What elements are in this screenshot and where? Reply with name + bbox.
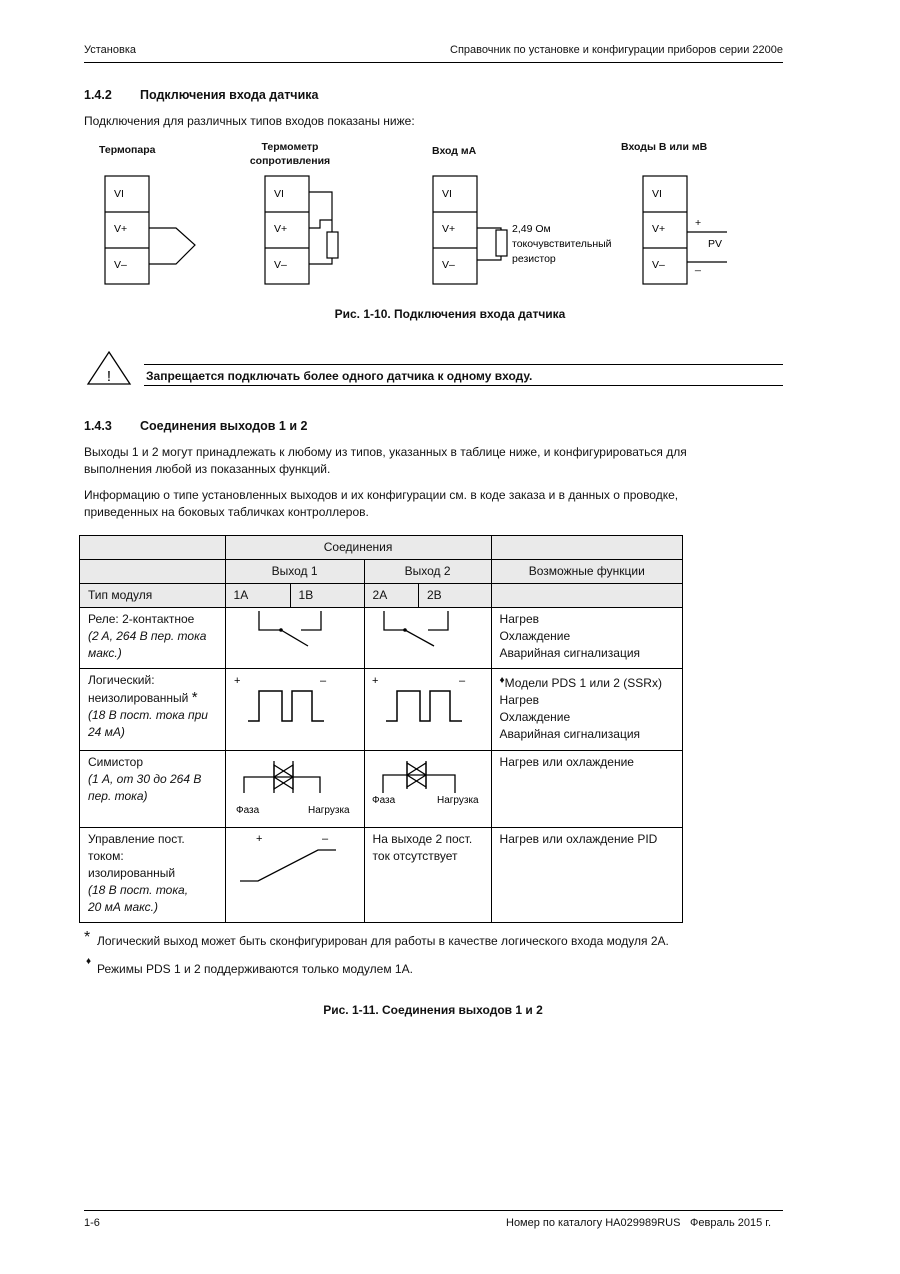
logic-diamond-mark: ♦ — [499, 675, 505, 686]
header-empty-3 — [80, 560, 226, 584]
triac-load-label: Нагрузка — [307, 805, 350, 816]
section-number-143: 1.4.3 — [84, 419, 112, 433]
header-empty-1 — [80, 536, 226, 560]
logic-pulse-icon-2 — [365, 669, 491, 745]
logic-pulse-icon — [226, 669, 364, 745]
logic-star-mark: * — [191, 689, 198, 706]
terminal-2a: 2A — [364, 584, 418, 608]
triac-name: Симистор — [88, 755, 144, 769]
table-row-logic — [80, 669, 683, 751]
relay-spec1: (2 A, 264 В пер. тока — [88, 629, 207, 643]
logic-func-pds: Модели PDS 1 или 2 (SSRx) — [504, 676, 662, 690]
para1-line1: Выходы 1 и 2 могут принадлежать к любому из типов, указанных в таблице ниже, и конфигурироваться для — [84, 445, 687, 459]
triac2-load-label: Нагрузка — [436, 795, 479, 806]
header-rule — [84, 62, 783, 63]
label-rtd-line1: Термометр — [261, 141, 319, 153]
warning-triangle-icon — [86, 350, 132, 386]
dc-plus: + — [255, 833, 262, 845]
triac-functions: Нагрев или охлаждение — [491, 751, 682, 828]
triac-icon — [226, 751, 364, 822]
warning-text: Запрещается подключать более одного датчика к одному входу. — [146, 369, 533, 383]
relay-name: Реле: 2-контактное — [88, 612, 195, 626]
footer-date: Февраль 2015 г. — [690, 1217, 772, 1229]
label-rtd — [240, 140, 340, 168]
note1-star: * — [84, 929, 91, 946]
relay-module-cell — [80, 608, 226, 669]
header-empty-4 — [491, 584, 682, 608]
table-row-dc — [80, 828, 683, 923]
note1-text: Логический выход может быть сконфигурирован для работы в качестве логического входа модуля 2A. — [97, 934, 669, 948]
section-intro-142: Подключения для различных типов входов показаны ниже: — [84, 114, 415, 128]
para2-line1: Информацию о типе установленных выходов и их конфигурации см. в коде заказа и в данных о проводке, — [84, 488, 679, 502]
dc-name2: током: — [88, 849, 124, 863]
header-module-type: Тип модуля — [80, 584, 226, 608]
triac-phase-label: Фаза — [235, 805, 259, 816]
warning-rule-bottom — [144, 385, 783, 386]
dc-name3: изолированный — [88, 866, 176, 880]
label-v-mv-input: Входы В или мВ — [621, 141, 708, 153]
logic-out1-plus: + — [233, 675, 240, 687]
dc-module-cell — [80, 828, 226, 923]
table-row-relay — [80, 608, 683, 669]
logic-out1-minus: – — [319, 675, 326, 687]
footer-page-number: 1-6 — [84, 1217, 100, 1229]
relay-contact-icon — [226, 608, 364, 663]
dc-out2-line2: ток отсутствует — [372, 849, 458, 863]
ma-terminal-vplus: V+ — [442, 223, 456, 235]
dc-out1-diagram — [225, 828, 364, 923]
warning-symbol: ! — [106, 368, 112, 385]
resistor-label-1: 2,49 Ом — [512, 223, 551, 235]
relay-contact-icon-2 — [365, 608, 491, 663]
ma-terminal-vminus: V– — [442, 259, 455, 271]
logic-out2-minus: – — [458, 675, 465, 687]
triac-spec1: (1 А, от 30 до 264 В — [88, 772, 202, 786]
sensor-wiring-diagrams — [0, 170, 900, 290]
logic-func-heat: Нагрев — [499, 693, 539, 707]
relay-spec2: макс.) — [88, 646, 122, 660]
section-title-142: Подключения входа датчика — [140, 88, 319, 102]
logic-name1: Логический: — [88, 673, 155, 687]
dc-spec1: (18 В пост. тока, — [88, 883, 189, 897]
resistor-label-3: резистор — [512, 253, 556, 265]
terminal-1a: 1A — [225, 584, 290, 608]
logic-func-alarm: Аварийная сигнализация — [499, 727, 641, 741]
relay-out2-diagram — [364, 608, 491, 669]
relay-out1-diagram — [225, 608, 364, 669]
ma-terminal-vi: VI — [442, 188, 452, 200]
note2-text: Режимы PDS 1 и 2 поддерживаются только модулем 1A. — [97, 962, 413, 976]
dc-spec2: 20 мА макс.) — [88, 900, 159, 914]
v-terminal-vminus: V– — [652, 259, 665, 271]
dc-out2-line1: На выходе 2 пост. — [372, 832, 473, 846]
tc-terminal-vplus: V+ — [114, 223, 128, 235]
header-functions: Возможные функции — [491, 560, 682, 584]
header-right: Справочник по установке и конфигурации приборов серии 2200e — [450, 44, 783, 56]
header-left: Установка — [84, 44, 136, 56]
pv-minus: _ — [695, 260, 701, 272]
logic-out2-plus: + — [371, 675, 378, 687]
logic-name2: неизолированный — [88, 691, 189, 705]
pv-label: PV — [708, 238, 723, 250]
section-title-143: Соединения выходов 1 и 2 — [140, 419, 308, 433]
triac-spec2: пер. тока) — [88, 789, 148, 803]
triac-module-cell — [80, 751, 226, 828]
label-ma-input: Вход мА — [432, 145, 477, 157]
dc-functions: Нагрев или охлаждение PID — [491, 828, 682, 923]
logic-out1-diagram — [225, 669, 364, 751]
logic-spec1: (18 В пост. тока при — [88, 708, 208, 722]
tc-terminal-vi: VI — [114, 188, 124, 200]
label-thermocouple: Термопара — [99, 144, 156, 156]
dc-out2-cell — [364, 828, 491, 923]
table-row-triac — [80, 751, 683, 828]
section-para2 — [84, 487, 678, 521]
pv-plus: + — [695, 217, 702, 229]
footer-rule — [84, 1210, 783, 1211]
resistor-label-2: токочувствительный — [512, 238, 612, 250]
triac-out1-diagram — [225, 751, 364, 828]
triac-icon-2 — [365, 751, 491, 822]
note2-diamond: ♦ — [86, 956, 92, 967]
relay-func-alarm: Аварийная сигнализация — [499, 646, 641, 660]
triac-out2-diagram — [364, 751, 491, 828]
header-empty-2 — [491, 536, 682, 560]
dc-minus: – — [321, 833, 328, 845]
relay-functions — [491, 608, 682, 669]
rtd-terminal-vminus: V– — [274, 259, 287, 271]
label-rtd-line2: сопротивления — [249, 155, 331, 167]
logic-func-cool: Охлаждение — [499, 710, 571, 724]
relay-func-cool: Охлаждение — [499, 629, 571, 643]
section-number-142: 1.4.2 — [84, 88, 112, 102]
triac2-phase-label: Фаза — [371, 795, 395, 806]
terminal-1b: 1B — [290, 584, 364, 608]
terminal-2b: 2B — [418, 584, 491, 608]
para1-line2: выполнения любой из показанных функций. — [84, 462, 331, 476]
para2-line2: приведенных на боковых табличках контроллеров. — [84, 505, 369, 519]
logic-out2-diagram — [364, 669, 491, 751]
warning-rule-top — [144, 364, 783, 365]
v-terminal-vplus: V+ — [652, 223, 666, 235]
logic-functions — [491, 669, 682, 751]
header-output2: Выход 2 — [364, 560, 491, 584]
footer-catalog: Номер по каталогу HA029989RUS — [506, 1217, 681, 1229]
dc-ramp-icon — [226, 828, 364, 917]
header-output1: Выход 1 — [225, 560, 364, 584]
rtd-terminal-vi: VI — [274, 188, 284, 200]
figure-caption-1-11: Рис. 1-11. Соединения выходов 1 и 2 — [323, 1003, 543, 1017]
logic-spec2: 24 мА) — [88, 725, 125, 739]
v-terminal-vi: VI — [652, 188, 662, 200]
tc-terminal-vminus: V– — [114, 259, 127, 271]
rtd-terminal-vplus: V+ — [274, 223, 288, 235]
output-connections-table — [79, 535, 683, 923]
figure-caption-1-10: Рис. 1-10. Подключения входа датчика — [334, 307, 566, 321]
logic-module-cell — [80, 669, 226, 751]
section-para1 — [84, 444, 687, 478]
header-connections: Соединения — [225, 536, 491, 560]
dc-name1: Управление пост. — [88, 832, 185, 846]
relay-func-heat: Нагрев — [499, 612, 539, 626]
